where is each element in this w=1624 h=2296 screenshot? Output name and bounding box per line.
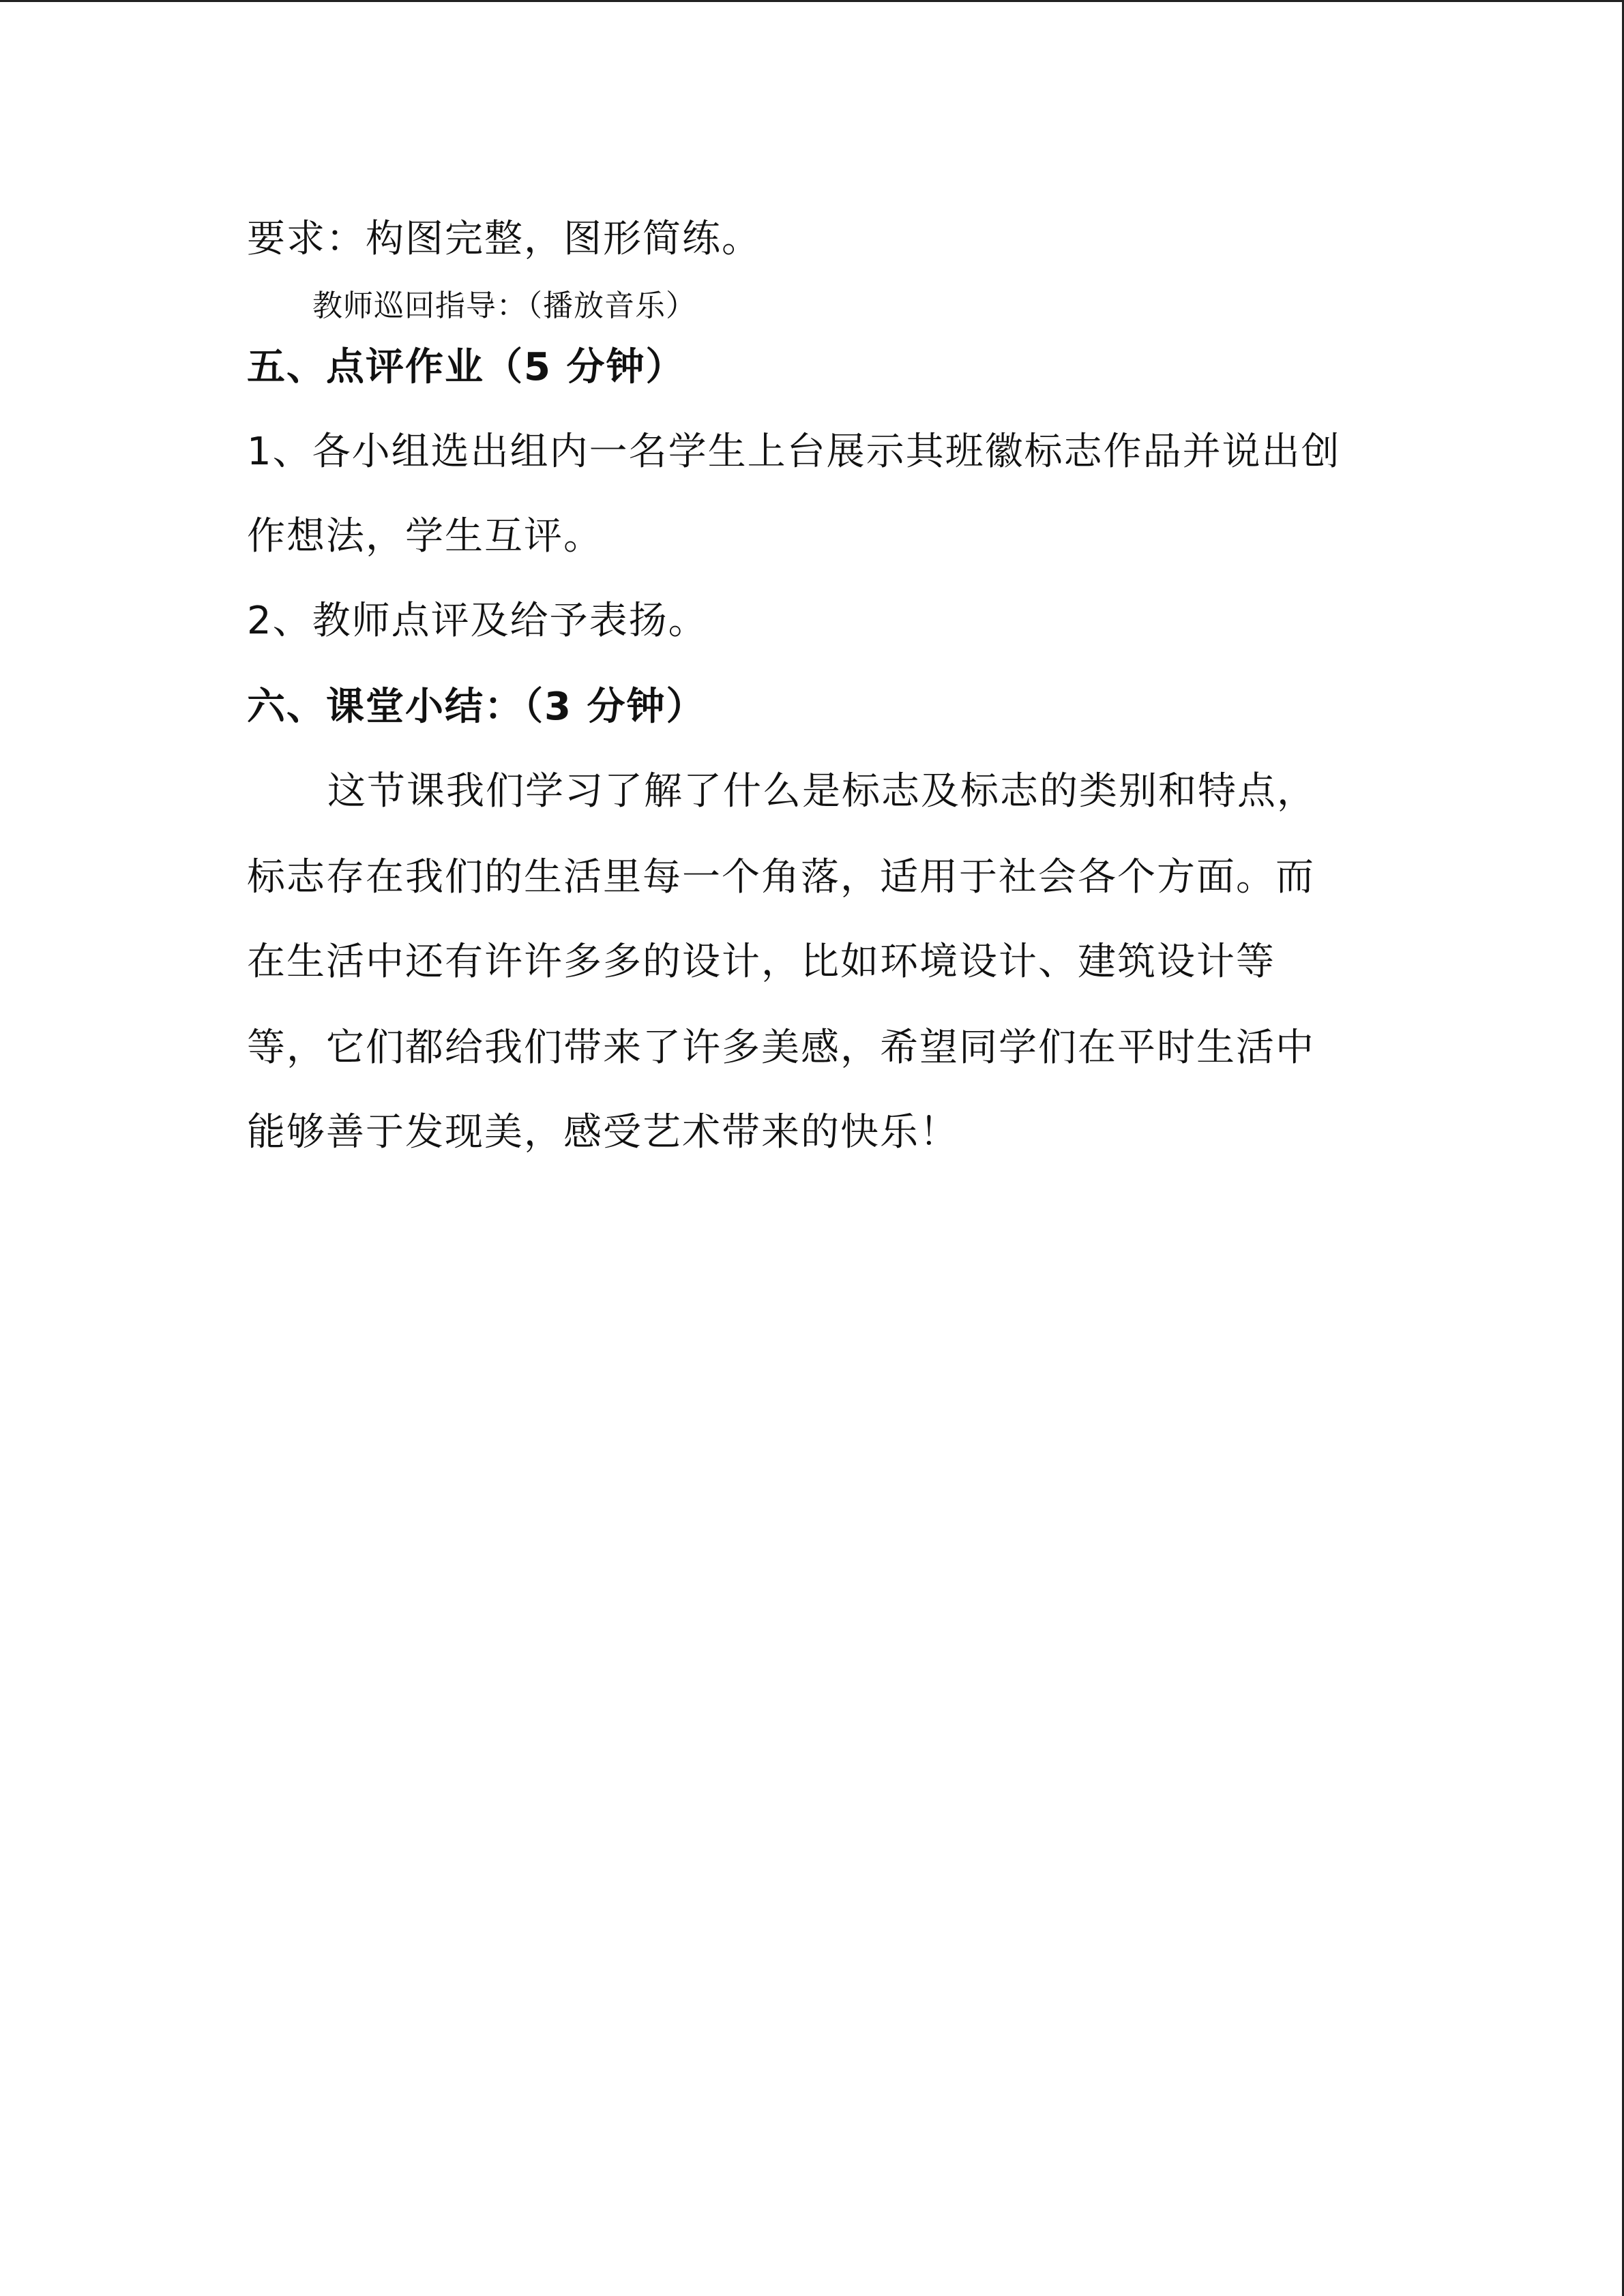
- paragraph-line: 作想法，学生互评。: [247, 514, 603, 558]
- summary-line: 能够善于发现美，感受艺术带来的快乐！: [247, 1110, 959, 1154]
- summary-line: 这节课我们学习了解了什么是标志及标志的类别和特点，: [327, 769, 1316, 814]
- section-heading-six: 六、课堂小结：（3 分钟）: [247, 685, 706, 729]
- summary-line: 标志存在我们的生活里每一个角落，适用于社会各个方面。而: [247, 855, 1315, 899]
- paragraph-line: 1、各小组选出组内一名学生上台展示其班徽标志作品并说出创: [247, 430, 1341, 474]
- requirement-line: 要求：构图完整，图形简练。: [247, 217, 761, 261]
- teacher-guidance-line: 教师巡回指导：（播放音乐）: [312, 288, 696, 323]
- summary-line: 在生活中还有许许多多的设计，比如环境设计、建筑设计等: [247, 940, 1275, 984]
- summary-line: 等，它们都给我们带来了许多美感，希望同学们在平时生活中: [247, 1026, 1315, 1070]
- section-heading-five: 五、点评作业（5 分钟）: [247, 345, 685, 389]
- paragraph-line: 2、教师点评及给予表扬。: [247, 599, 708, 643]
- page-top-edge: [0, 0, 1624, 2]
